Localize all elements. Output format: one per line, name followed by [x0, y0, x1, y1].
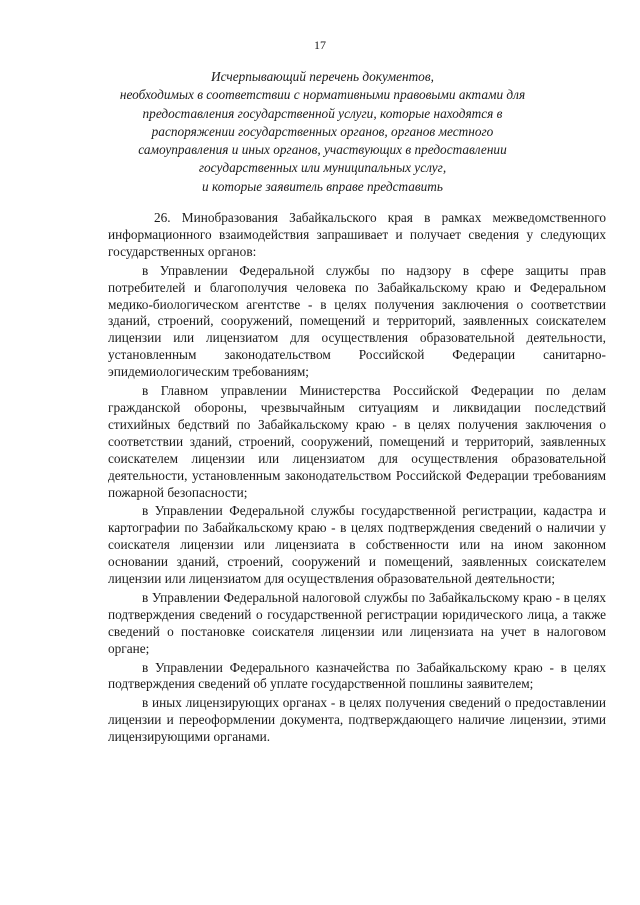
heading-line: необходимых в соответствии с нормативными правовыми актами для: [119, 87, 526, 103]
list-item-rosreestr: в Управлении Федеральной службы государственной регистрации, кадастра и картографии по Забайкальскому краю - в целях подтверждения сведений о наличии у соискателя лицензии или лицензиата в собственности или на ином законном основании зданий, строений, сооружений и помещений, заявленных соискателем лицензии или лицензиатом для осуществления образовательной деятельности;: [108, 503, 606, 587]
heading-line: самоуправления и иных органов, участвующих в предоставлении: [138, 142, 507, 158]
clause-26-intro: 26. Минобразования Забайкальского края в рамках межведомственного информационного взаимодействия запрашивает и получает сведения у следующих государственных органов:: [108, 210, 606, 259]
heading-line: Исчерпывающий перечень документов,: [211, 69, 434, 84]
list-item-mchs: в Главном управлении Министерства Российской Федерации по делам гражданской обороны, чрезвычайным ситуациям и ликвидации последствий стихийных бедствий по Забайкальскому краю - в целях получения заключения о соответствии зданий, строений, сооружений, помещений и территорий, заявленных соискателем лицензии или лицензиатом для осуществления образовательной деятельности, установленным законодательством Российской Федерации требованиям пожарной безопасности;: [108, 383, 606, 500]
heading-line: распоряжении государственных органов, органов местного: [151, 123, 494, 139]
list-item-tax-service: в Управлении Федеральной налоговой службы по Забайкальскому краю - в целях подтверждения сведений о государственной регистрации юридического лица, а также сведений о постановке соискателя лицензии или лицензиата на учет в налоговом органе;: [108, 589, 606, 656]
heading-line: государственных или муниципальных услуг,: [198, 160, 447, 176]
list-item-other-licensing-bodies: в иных лицензирующих органах - в целях получения сведений о предоставлении лицензии и переоформлении документа, подтверждающего наличие лицензии, этими лицензирующими органами.: [108, 695, 606, 745]
list-item-treasury: в Управлении Федерального казначейства по Забайкальскому краю - в целях подтверждения сведений об уплате государственной пошлины заявителем;: [108, 659, 606, 692]
heading-line: предоставления государственной услуги, которые находятся в: [142, 105, 503, 121]
list-item-rospotrebnadzor: в Управлении Федеральной службы по надзору в сфере защиты прав потребителей и благополучия человека по Забайкальскому краю и Федеральном медико-биологическом агентстве - в целях получения заключения о соответствии зданий, строений, сооружений, помещений и территорий, заявленных соискателем лицензии или лицензиатом для осуществления образовательной деятельности, установленным законодательством Российской Федерации санитарно-эпидемиологическим требованиям;: [108, 262, 606, 380]
heading-line: и которые заявитель вправе представить: [202, 178, 443, 194]
page-number: 17: [314, 38, 326, 52]
document-body: [108, 210, 606, 748]
section-heading: [110, 68, 535, 196]
